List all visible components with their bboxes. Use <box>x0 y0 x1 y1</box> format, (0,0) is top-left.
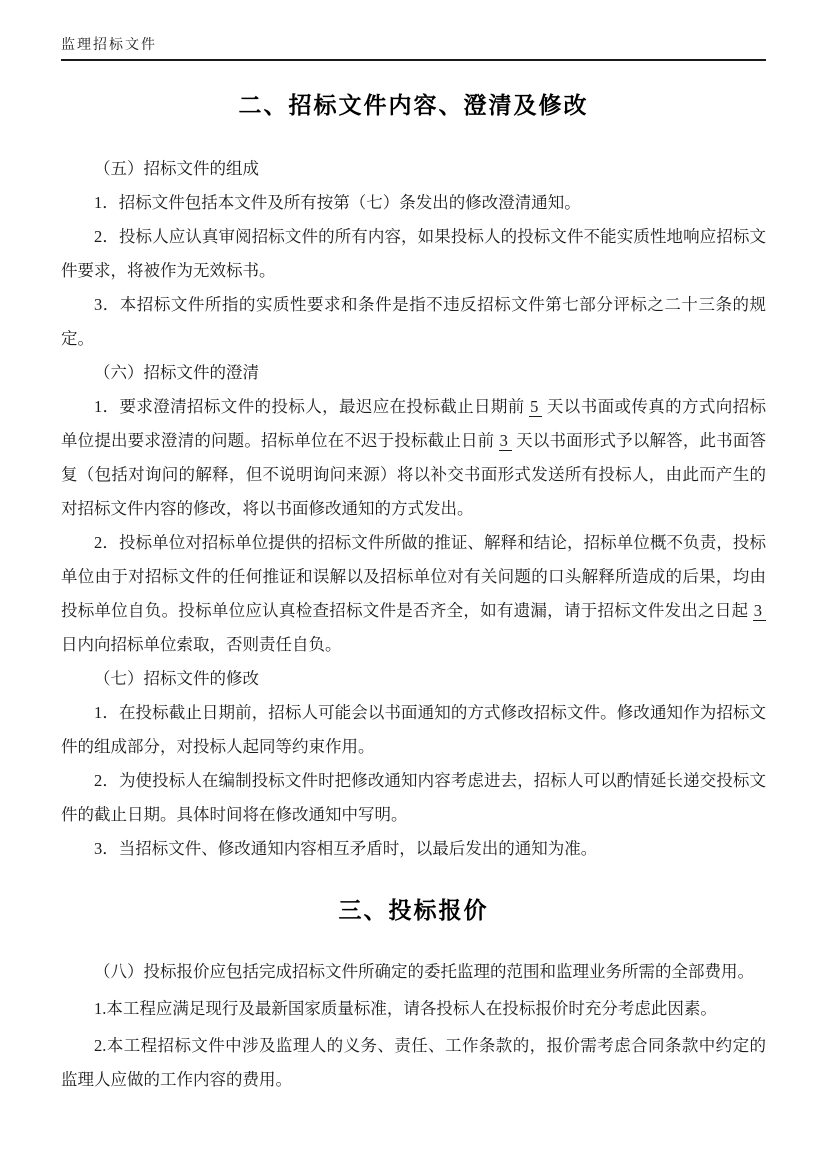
underlined-days-3: 3 <box>499 431 512 451</box>
section-content-clarification <box>61 87 766 866</box>
paragraph-5-2: 2．投标人应认真审阅招标文件的所有内容，如果投标人的投标文件不能实质性地响应招标文件要求，将被作为无效标书。 <box>61 227 766 280</box>
paragraph-6-2 <box>61 526 766 662</box>
paragraph-8-2: 2.本工程招标文件中涉及监理人的义务、责任、工作条款的，报价需考虑合同条款中约定的监理人应做的工作内容的费用。 <box>61 1036 766 1089</box>
paragraph-5-3: 3．本招标文件所指的实质性要求和条件是指不违反招标文件第七部分评标之二十三条的规定。 <box>61 295 766 348</box>
paragraph-6-1-text: 天以书面形式予以解答，此书面答复（包括对询问的解释，但不说明询问来源）将以补交书面形式发送所有投标人，由此而产生的对招标文件内容的修改，将以书面修改通知的方式发出。 <box>61 431 767 518</box>
header-title: 监理招标文件 <box>61 38 157 53</box>
paragraph-6-2-text: 日内向招标单位索取，否则责任自负。 <box>61 635 342 654</box>
paragraph-6-2-text: 2．投标单位对招标单位提供的招标文件所做的推证、解释和结论，招标单位概不负责，投标单位由于对招标文件的任何推证和误解以及招标单位对有关问题的口头解释所造成的后果，均由投标单位自负。投标单位应认真检查招标文件是否齐全，如有遗漏，请于招标文件发出之日起 <box>61 533 766 620</box>
section-bid-price <box>61 892 766 1097</box>
paragraph-5-heading: （五）招标文件的组成 <box>94 159 259 178</box>
underlined-days-5: 5 <box>529 397 542 417</box>
paragraph-5-1: 1．招标文件包括本文件及所有按第（七）条发出的修改澄清通知。 <box>94 193 581 212</box>
underlined-days-3: 3 <box>753 601 766 621</box>
section-title-content-clarification: 二、招标文件内容、澄清及修改 <box>238 93 589 118</box>
paragraph-6-1-text: 1．要求澄清招标文件的投标人，最迟应在投标截止日期前 <box>94 397 530 416</box>
section-title-bid-price: 三、投标报价 <box>338 898 489 923</box>
paragraph-7-2: 2．为使投标人在编制投标文件时把修改通知内容考虑进去，招标人可以酌情延长递交投标文件的截止日期。具体时间将在修改通知中写明。 <box>61 771 766 824</box>
paragraph-6-heading: （六）招标文件的澄清 <box>94 363 259 382</box>
paragraph-7-1: 1．在投标截止日期前，招标人可能会以书面通知的方式修改招标文件。修改通知作为招标文件的组成部分，对投标人起同等约束作用。 <box>61 703 766 756</box>
paragraph-8-heading: （八）投标报价应包括完成招标文件所确定的委托监理的范围和监理业务所需的全部费用。 <box>94 962 754 981</box>
paragraph-8-1: 1.本工程应满足现行及最新国家质量标准，请各投标人在投标报价时充分考虑此因素。 <box>94 999 717 1018</box>
paragraph-7-3: 3．当招标文件、修改通知内容相互矛盾时，以最后发出的通知为准。 <box>94 839 598 858</box>
paragraph-6-1 <box>61 390 766 526</box>
paragraph-7-heading: （七）招标文件的修改 <box>94 669 259 688</box>
paragraph-6-1-text: 天以书面或传真的方式向招标单位提出要求澄清的问题。招标单位在不迟于投标截止日前 <box>61 397 767 450</box>
page-header <box>61 34 766 61</box>
